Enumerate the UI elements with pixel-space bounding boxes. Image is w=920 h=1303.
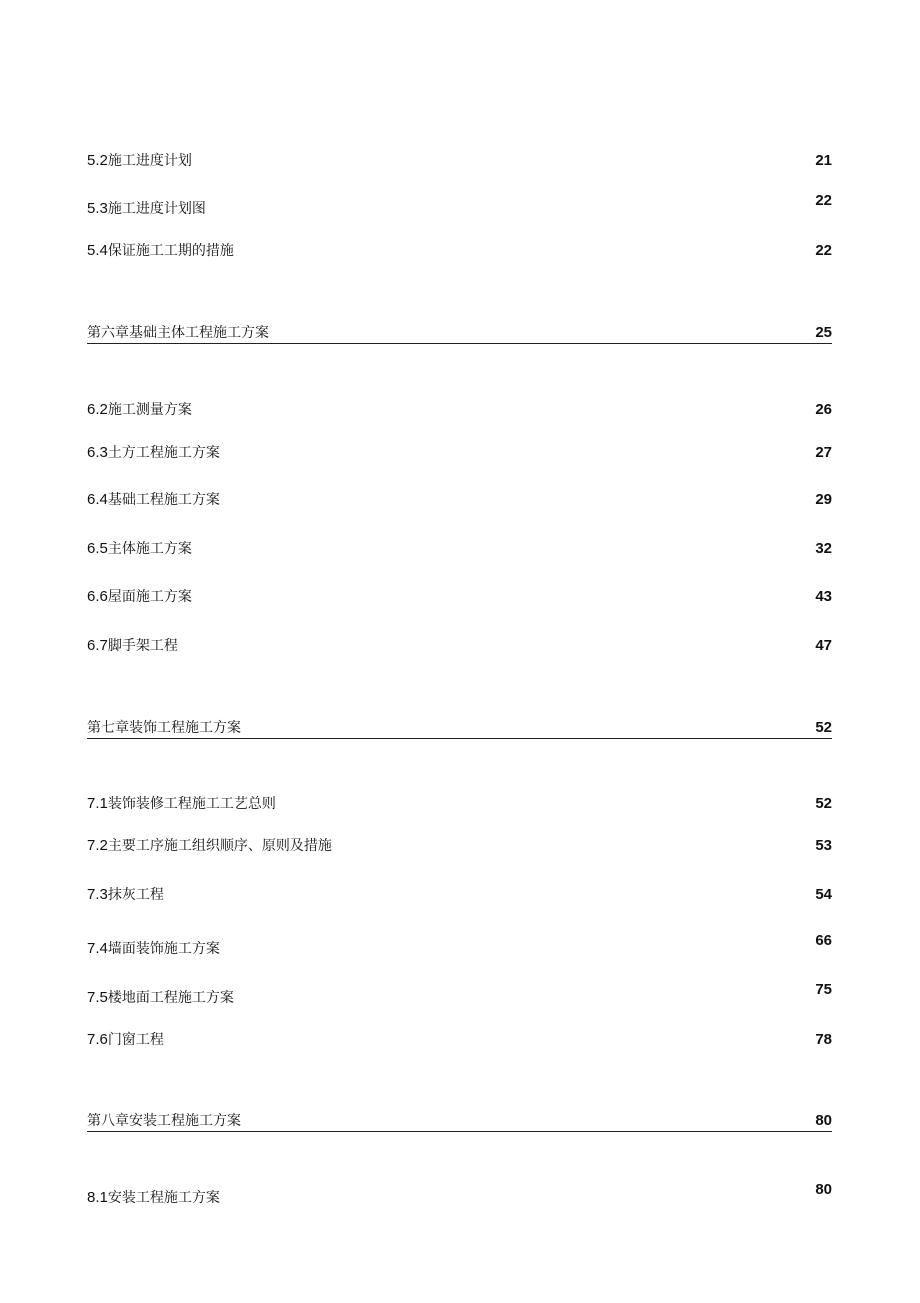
toc-entry[interactable] — [87, 192, 832, 218]
chapter-underline — [87, 343, 832, 344]
toc-entry[interactable] — [87, 1027, 832, 1049]
toc-entry-number: 7.6 — [87, 1031, 108, 1048]
toc-chapter-entry[interactable] — [87, 320, 832, 342]
toc-entry-page: 54 — [815, 886, 832, 903]
toc-entry-number: 7.2 — [87, 837, 108, 854]
toc-chapter-entry[interactable] — [87, 1108, 832, 1130]
toc-entry[interactable] — [87, 981, 832, 1007]
toc-chapter-page: 52 — [815, 719, 832, 736]
toc-entry-title: 保证施工工期的措施 — [107, 243, 234, 259]
toc-entry-number: 6.7 — [87, 637, 108, 654]
toc-entry[interactable] — [87, 833, 832, 855]
toc-entry-title: 土方工程施工方案 — [107, 445, 220, 461]
toc-chapter-page: 80 — [815, 1112, 832, 1129]
toc-entry-title: 基础工程施工方案 — [107, 492, 220, 508]
toc-entry[interactable] — [87, 791, 832, 813]
toc-entry-label — [87, 636, 178, 655]
toc-chapter-title: 第八章安装工程施工方案 — [87, 1113, 241, 1129]
toc-entry-number: 6.2 — [87, 401, 108, 418]
toc-entry-page: 29 — [815, 491, 832, 508]
toc-entry[interactable] — [87, 932, 832, 958]
toc-entry-title: 施工进度计划图 — [107, 201, 206, 217]
toc-chapter-page: 25 — [815, 324, 832, 341]
toc-chapter-title: 第六章基础主体工程施工方案 — [87, 325, 269, 341]
toc-entry-title: 楼地面工程施工方案 — [107, 990, 234, 1006]
toc-entry[interactable] — [87, 882, 832, 904]
toc-entry-label — [87, 400, 192, 419]
toc-entry-title: 主体施工方案 — [107, 541, 192, 557]
toc-entry-page: 75 — [815, 981, 832, 998]
toc-entry-number: 6.5 — [87, 540, 108, 557]
toc-chapter-label — [87, 323, 269, 342]
toc-entry-title: 抹灰工程 — [107, 887, 164, 903]
toc-chapter-label — [87, 1111, 241, 1130]
toc-entry-page: 78 — [815, 1031, 832, 1048]
toc-entry-label — [87, 151, 192, 170]
toc-entry[interactable] — [87, 148, 832, 170]
toc-entry-label — [87, 490, 220, 509]
toc-entry[interactable] — [87, 487, 832, 509]
toc-entry-number: 6.6 — [87, 588, 108, 605]
toc-entry-page: 43 — [815, 588, 832, 605]
toc-entry-number: 7.3 — [87, 886, 108, 903]
toc-entry-page: 22 — [815, 242, 832, 259]
toc-entry-title: 脚手架工程 — [107, 638, 178, 654]
toc-entry-label — [87, 539, 192, 558]
toc-entry-label — [87, 794, 276, 813]
toc-entry[interactable] — [87, 1181, 832, 1207]
toc-entry-number: 7.1 — [87, 795, 108, 812]
toc-entry-title: 门窗工程 — [107, 1032, 164, 1048]
toc-entry-page: 80 — [815, 1181, 832, 1198]
toc-entry-title: 墙面装饰施工方案 — [107, 941, 220, 957]
toc-entry-title: 施工测量方案 — [107, 402, 192, 418]
toc-entry-label — [87, 1030, 164, 1049]
toc-entry[interactable] — [87, 238, 832, 260]
toc-entry-page: 27 — [815, 444, 832, 461]
toc-entry-label — [87, 587, 192, 606]
toc-entry-page: 52 — [815, 795, 832, 812]
toc-entry[interactable] — [87, 397, 832, 419]
toc-entry-page: 21 — [815, 152, 832, 169]
toc-entry-label — [87, 443, 220, 462]
toc-entry-page: 22 — [815, 192, 832, 209]
chapter-underline — [87, 1131, 832, 1132]
toc-entry-label — [87, 241, 234, 260]
toc-entry-number: 6.4 — [87, 491, 108, 508]
toc-entry-label — [87, 988, 234, 1007]
toc-entry-title: 主要工序施工组织顺序、原则及措施 — [107, 838, 332, 854]
toc-chapter-label — [87, 718, 241, 737]
toc-entry[interactable] — [87, 584, 832, 606]
toc-entry-title: 施工进度计划 — [107, 153, 192, 169]
toc-entry-number: 5.2 — [87, 152, 108, 169]
toc-entry-number: 7.5 — [87, 989, 108, 1006]
toc-entry-title: 装饰装修工程施工工艺总则 — [107, 796, 276, 812]
toc-entry-label — [87, 885, 164, 904]
toc-entry[interactable] — [87, 440, 832, 462]
toc-entry-page: 53 — [815, 837, 832, 854]
toc-entry-page: 66 — [815, 932, 832, 949]
chapter-underline — [87, 738, 832, 739]
toc-entry-number: 5.4 — [87, 242, 108, 259]
toc-entry-page: 47 — [815, 637, 832, 654]
toc-entry-page: 32 — [815, 540, 832, 557]
toc-entry-label — [87, 1188, 220, 1207]
toc-entry-number: 5.3 — [87, 200, 108, 217]
toc-entry-page: 26 — [815, 401, 832, 418]
toc-entry-title: 屋面施工方案 — [107, 589, 192, 605]
toc-entry-label — [87, 199, 206, 218]
toc-chapter-title: 第七章装饰工程施工方案 — [87, 720, 241, 736]
toc-entry-number: 7.4 — [87, 940, 108, 957]
toc-entry[interactable] — [87, 536, 832, 558]
toc-entry-title: 安装工程施工方案 — [107, 1190, 220, 1206]
toc-entry-number: 8.1 — [87, 1189, 108, 1206]
toc-entry-number: 6.3 — [87, 444, 108, 461]
toc-chapter-entry[interactable] — [87, 715, 832, 737]
toc-entry[interactable] — [87, 633, 832, 655]
toc-entry-label — [87, 939, 220, 958]
toc-entry-label — [87, 836, 332, 855]
